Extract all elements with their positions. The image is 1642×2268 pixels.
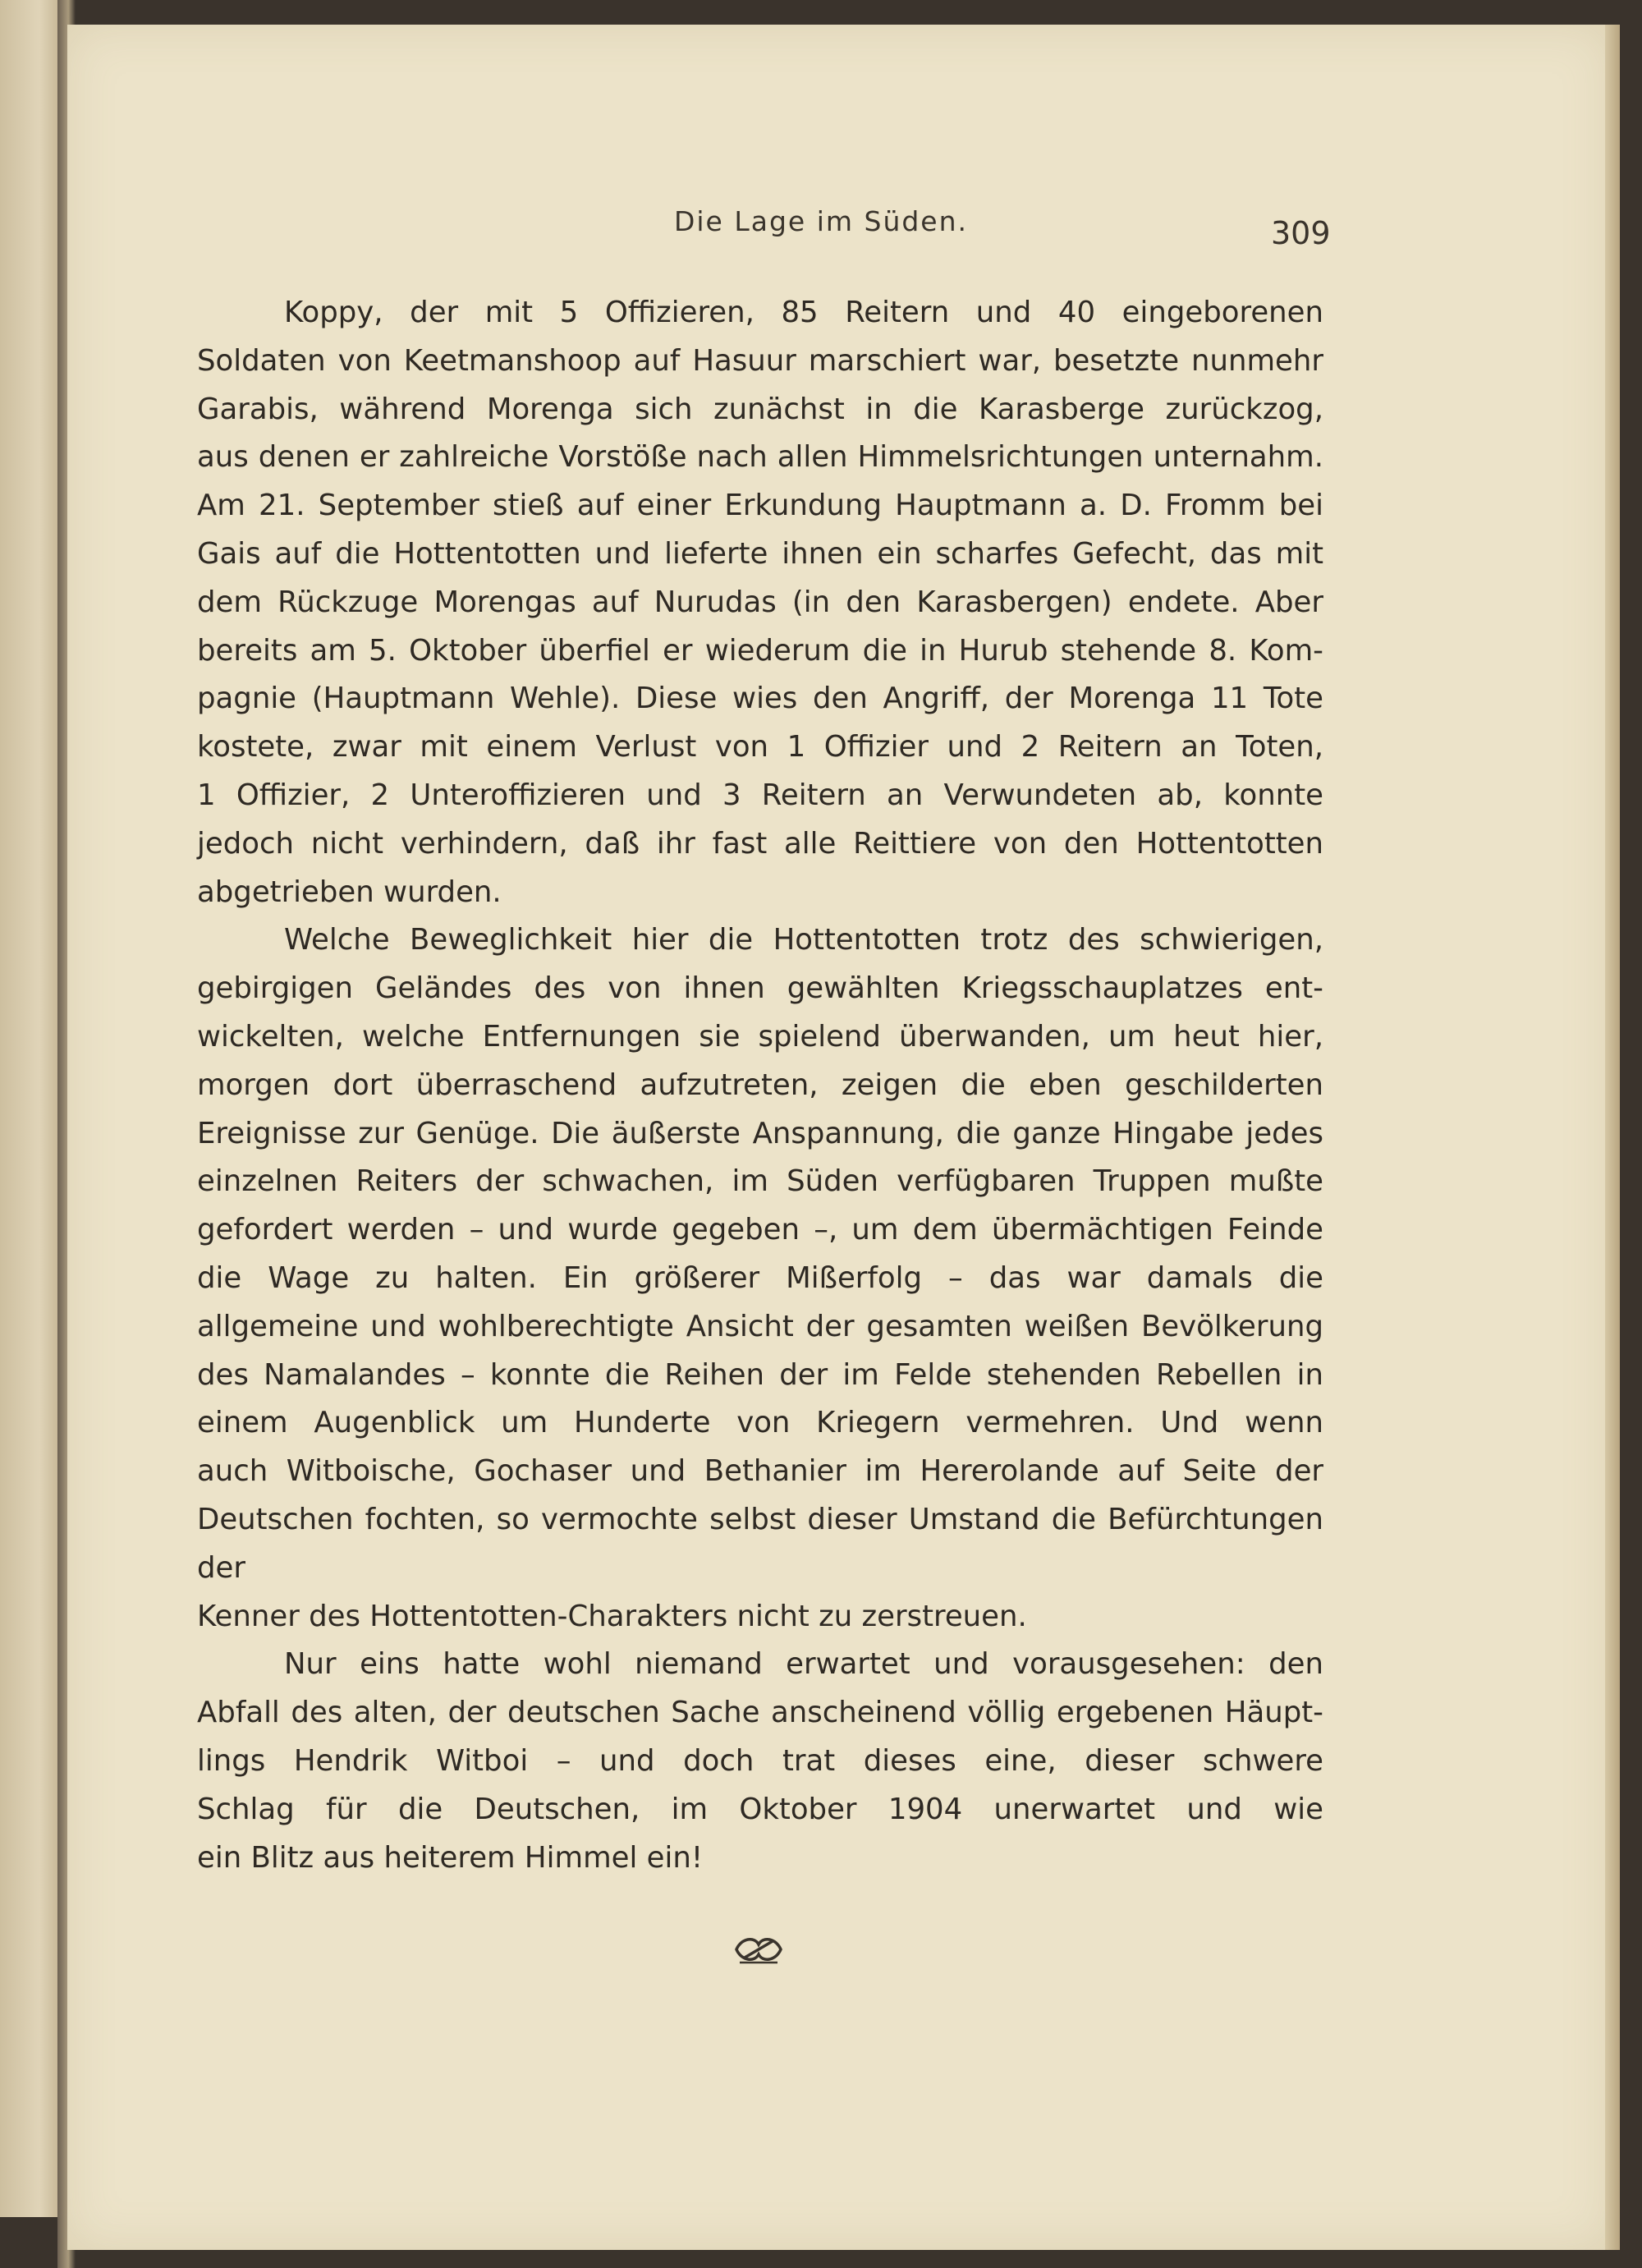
- body-text: [197, 289, 1323, 1882]
- text-line: gebirgigen Geländes des von ihnen gewählten Kriegsschauplatzes ent-: [197, 971, 1323, 1006]
- page-stack-edge: [1605, 25, 1620, 2250]
- text-line: Gais auf die Hottentotten und lieferte ihnen ein scharfes Gefecht, das mit: [197, 536, 1323, 571]
- text-line: einzelnen Reiters der schwachen, im Süden verfügbaren Truppen mußte: [197, 1164, 1323, 1199]
- text-line: abgetrieben wurden.: [197, 875, 502, 909]
- text-line: bereits am 5. Oktober überfiel er wiederum die in Hurub stehende 8. Kom-: [197, 633, 1323, 668]
- text-line: Schlag für die Deutschen, im Oktober 1904 unerwartet und wie: [197, 1792, 1323, 1826]
- paragraph-2: [197, 916, 1323, 1641]
- left-page-edge: [0, 0, 66, 2217]
- text-line: morgen dort überraschend aufzutreten, zeigen die eben geschilderten: [197, 1067, 1323, 1102]
- paragraph-3: [197, 1641, 1323, 1882]
- text-line: Deutschen fochten, so vermochte selbst dieser Umstand die Befürchtungen der: [197, 1502, 1323, 1585]
- text-line: Koppy, der mit 5 Offizieren, 85 Reitern und 40 eingeborenen: [284, 296, 1323, 329]
- text-line: dem Rückzuge Morengas auf Nurudas (in den Karasbergen) endete. Aber: [197, 585, 1323, 619]
- text-line: 1 Offizier, 2 Unteroffizieren und 3 Reitern an Verwundeten ab, konnte: [197, 778, 1323, 812]
- text-line: ein Blitz aus heiterem Himmel ein!: [197, 1840, 704, 1875]
- text-line: Welche Beweglichkeit hier die Hottentotten trotz des schwierigen,: [284, 923, 1323, 957]
- text-line: lings Hendrik Witboi – und doch trat dieses eine, dieser schwere: [197, 1743, 1323, 1778]
- text-line: jedoch nicht verhindern, daß ihr fast alle Reittiere von den Hottentotten: [197, 826, 1323, 861]
- vignette-ornament-icon: [733, 1933, 784, 1966]
- page-number: 309: [1271, 215, 1331, 251]
- text-line: gefordert werden – und wurde gegeben –, um dem übermächtigen Feinde: [197, 1213, 1323, 1247]
- text-line: Nur eins hatte wohl niemand erwartet und vorausgesehen: den: [284, 1647, 1323, 1682]
- text-line: Abfall des alten, der deutschen Sache anscheinend völlig ergebenen Häupt-: [197, 1696, 1323, 1730]
- text-line: Am 21. September stieß auf einer Erkundung Hauptmann a. D. Fromm bei: [197, 489, 1323, 523]
- text-line: Ereignisse zur Genüge. Die äußerste Anspannung, die ganze Hingabe jedes: [197, 1116, 1323, 1150]
- text-line: einem Augenblick um Hunderte von Kriegern vermehren. Und wenn: [197, 1406, 1323, 1440]
- text-line: des Namalandes – konnte die Reihen der im Felde stehenden Rebellen in: [197, 1357, 1323, 1392]
- paragraph-1: [197, 289, 1323, 916]
- text-line: wickelten, welche Entfernungen sie spielend überwanden, um heut hier,: [197, 1019, 1323, 1054]
- text-line: die Wage zu halten. Ein größerer Mißerfolg – das war damals die: [197, 1260, 1323, 1295]
- text-line: kostete, zwar mit einem Verlust von 1 Offizier und 2 Reitern an Toten,: [197, 730, 1323, 764]
- text-line: auch Witboische, Gochaser und Bethanier im Hererolande auf Seite der: [197, 1454, 1323, 1489]
- text-line: Soldaten von Keetmanshoop auf Hasuur marschiert war, besetzte nunmehr: [197, 343, 1323, 378]
- text-line: Kenner des Hottentotten-Charakters nicht zu zerstreuen.: [197, 1599, 1027, 1633]
- running-head: Die Lage im Süden.: [673, 205, 969, 237]
- text-line: Garabis, während Morenga sich zunächst in die Karasberge zurückzog,: [197, 392, 1323, 426]
- text-line: pagnie (Hauptmann Wehle). Diese wies den Angriff, der Morenga 11 Tote: [197, 682, 1323, 716]
- text-line: aus denen er zahlreiche Vorstöße nach allen Himmelsrichtungen unternahm.: [197, 440, 1323, 475]
- text-line: allgemeine und wohlberechtigte Ansicht der gesamten weißen Bevölkerung: [197, 1309, 1323, 1343]
